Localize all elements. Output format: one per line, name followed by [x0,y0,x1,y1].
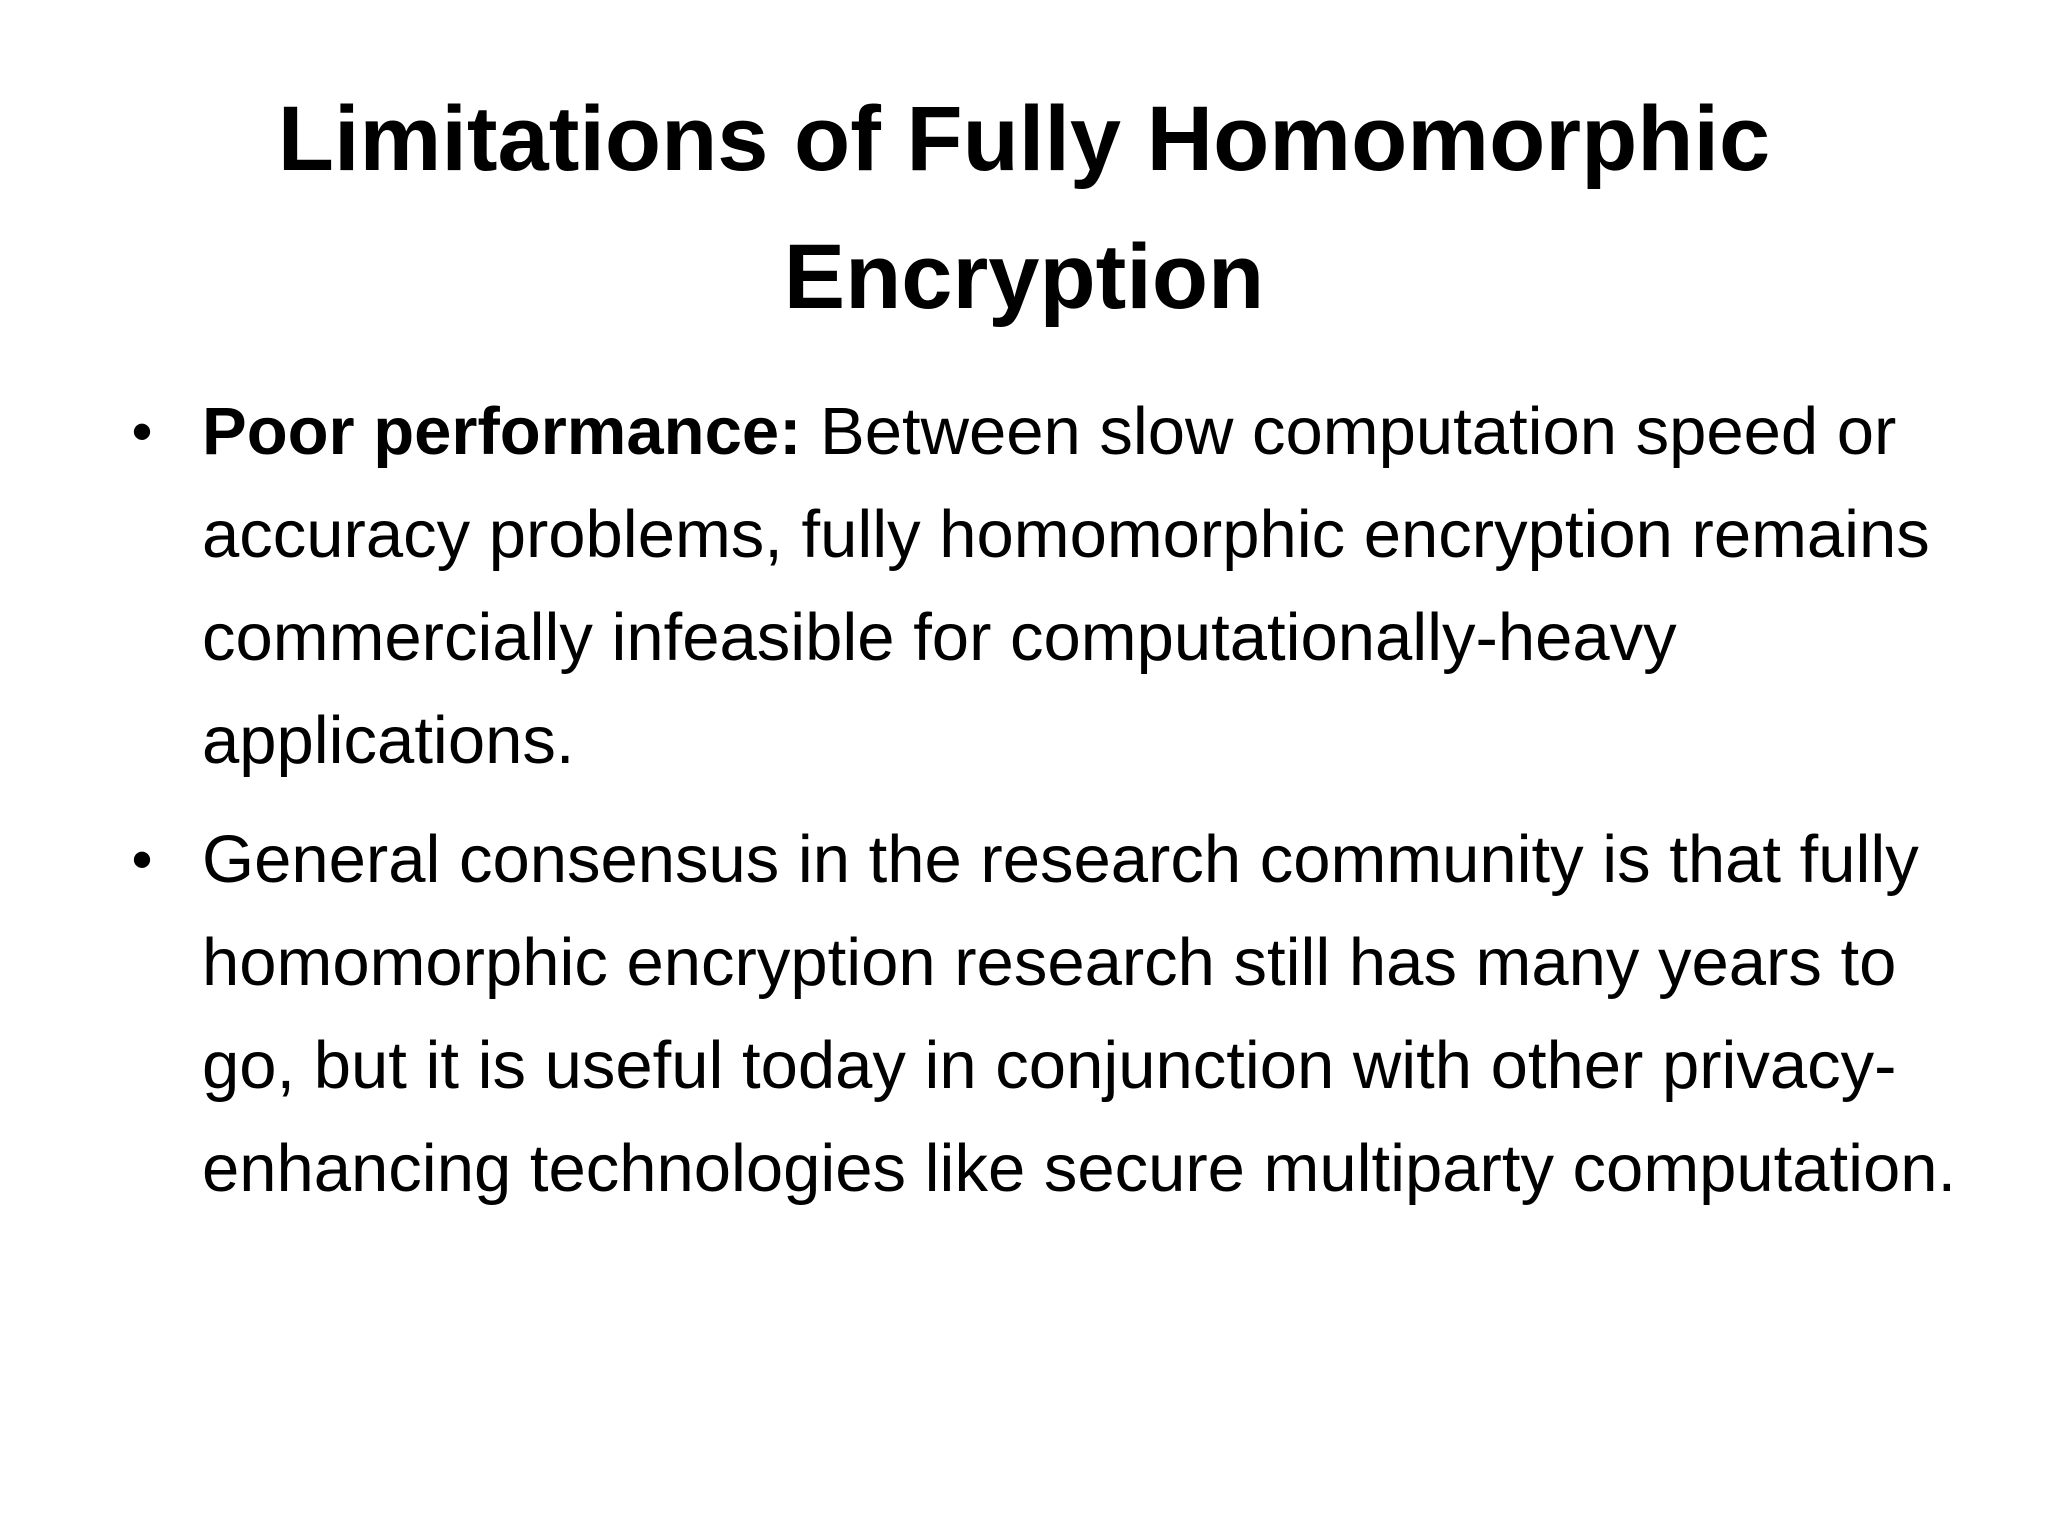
bullet-item-performance [122,380,1962,792]
bullet-dot-icon: • [131,398,153,465]
slide-title: Limitations of Fully Homomorphic Encryption [277,88,1771,328]
bullet-item-consensus [122,808,1962,1220]
bullet-dot-icon: • [131,826,153,893]
bullet-text: Between slow computation speed or accuracy problems, fully homomorphic encryption remains commercially infeasible for computationally-heavy applications. [202,394,1930,778]
bullet-list [122,380,1962,1236]
bullet-text: General consensus in the research community is that fully homomorphic encryption research still has many years to go, but it is useful today in conjunction with other privacy-enhancing technologies like secure multiparty computation. [202,822,1957,1206]
bullet-lead: Poor performance: [202,394,802,469]
